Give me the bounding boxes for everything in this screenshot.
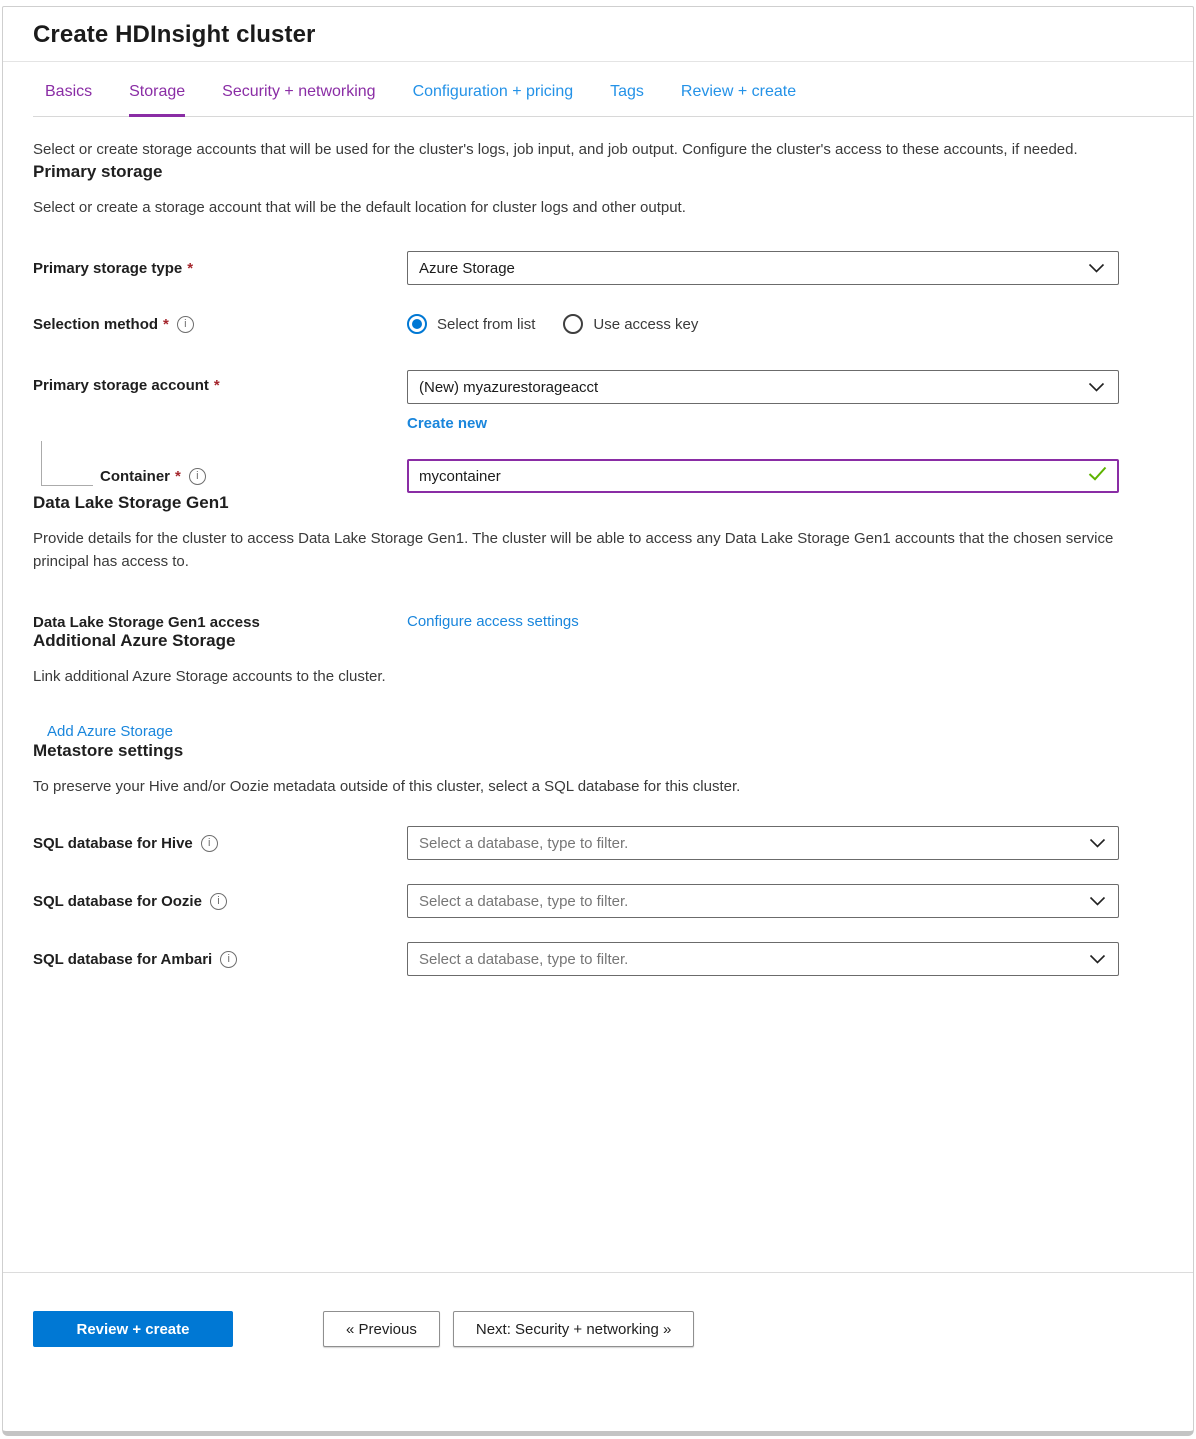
sql-hive-label [33,835,407,852]
container-label [33,468,407,485]
chevron-down-icon[interactable] [1089,896,1106,906]
required-asterisk: * [163,315,169,333]
review-create-button[interactable]: Review + create [33,1311,233,1347]
chevron-down-icon[interactable] [1089,838,1106,848]
sql-ambari-row [33,942,1119,976]
dropdown-value: (New) myazurestorageacct [419,378,599,396]
chevron-down-icon [1088,263,1105,273]
label-text: Container [100,467,171,485]
sql-oozie-row [33,884,1119,918]
radio-selected-icon [407,314,427,334]
metastore-description: To preserve your Hive and/or Oozie metadata outside of this cluster, select a SQL database for this cluster. [33,777,741,795]
info-icon[interactable]: i [201,835,218,852]
primary-storage-type-dropdown[interactable] [407,251,1119,285]
sql-ambari-input[interactable] [407,942,1119,976]
label-text: Selection method [33,315,159,333]
radio-label: Use access key [593,315,699,333]
info-icon[interactable]: i [210,893,227,910]
tab-storage[interactable]: Storage [129,83,185,117]
wizard-tabs [33,62,1193,117]
configure-access-settings-link[interactable]: Configure access settings [407,613,579,630]
radio-use-access-key[interactable] [563,314,698,334]
info-icon[interactable]: i [220,951,237,968]
label-text: Primary storage account [33,377,209,394]
container-input[interactable] [407,459,1119,493]
intro-text: Select or create storage accounts that will be used for the cluster's logs, job input, and job output. Configure the cluster's access to these accounts, if needed. [33,141,1078,158]
data-lake-access-label [33,614,407,631]
primary-storage-type-row [33,251,1119,285]
sql-hive-dropdown [407,826,1119,860]
required-asterisk: * [213,377,220,394]
selection-method-radio-group [407,314,1119,334]
page-header [3,7,1193,62]
tab-review-create[interactable]: Review + create [680,83,797,100]
metastore-heading: Metastore settings [33,740,184,760]
label-text: SQL database for Ambari [33,950,213,968]
data-lake-access-control [407,613,1119,631]
primary-storage-heading: Primary storage [33,161,163,181]
additional-storage-heading: Additional Azure Storage [33,631,236,650]
label-text: SQL database for Oozie [33,892,202,910]
radio-unselected-icon [563,314,583,334]
primary-storage-account-dropdown[interactable] [407,370,1119,404]
data-lake-access-row [33,613,1119,631]
storage-tab-content [3,117,1193,976]
label-text: Primary storage type [33,259,183,277]
tab-security-networking[interactable]: Security + networking [222,83,376,100]
label-text: Data Lake Storage Gen1 access [33,613,260,631]
next-button[interactable]: Next: Security + networking » [453,1311,695,1347]
checkmark-icon [1088,466,1107,486]
sql-hive-input[interactable] [407,826,1119,860]
primary-storage-description: Select or create a storage account that will be the default location for cluster logs and other output. [33,198,686,216]
page-title: Create HDInsight cluster [33,21,316,48]
tab-configuration-pricing[interactable]: Configuration + pricing [412,83,574,100]
data-lake-heading: Data Lake Storage Gen1 [33,493,229,512]
sql-oozie-dropdown [407,884,1119,918]
primary-storage-account-control [407,370,1119,433]
selection-method-row [33,314,1119,334]
info-icon[interactable]: i [189,468,206,485]
previous-button[interactable]: « Previous [323,1311,440,1347]
tab-tags[interactable]: Tags [610,83,644,100]
tab-basics[interactable]: Basics [45,83,93,100]
primary-storage-account-label [33,377,407,394]
required-asterisk: * [187,259,194,277]
add-azure-storage-link[interactable]: Add Azure Storage [47,722,173,740]
sql-ambari-dropdown [407,942,1119,976]
container-input-wrap [407,459,1119,493]
radio-label: Select from list [437,315,536,333]
container-row [33,459,1119,493]
chevron-down-icon [1088,382,1105,392]
info-icon[interactable]: i [177,316,194,333]
sql-oozie-label [33,893,407,910]
sql-ambari-label [33,951,407,968]
wizard-footer [3,1272,1193,1431]
data-lake-description: Provide details for the cluster to access Data Lake Storage Gen1. The cluster will be able to access any Data Lake Storage Gen1 accounts that the chosen service principal has access to. [33,530,1114,570]
label-text: SQL database for Hive [33,834,193,852]
selection-method-label [33,316,407,333]
tree-connector [41,441,93,486]
radio-select-from-list[interactable] [407,314,535,334]
create-new-link[interactable]: Create new [407,415,488,432]
primary-storage-type-label [33,260,407,277]
required-asterisk: * [175,467,181,485]
sql-oozie-input[interactable] [407,884,1119,918]
chevron-down-icon[interactable] [1089,954,1106,964]
primary-storage-account-row [33,370,1119,433]
create-cluster-page [2,6,1194,1436]
additional-storage-description: Link additional Azure Storage accounts to the cluster. [33,668,386,685]
dropdown-value: Azure Storage [419,259,515,277]
sql-hive-row [33,826,1119,860]
